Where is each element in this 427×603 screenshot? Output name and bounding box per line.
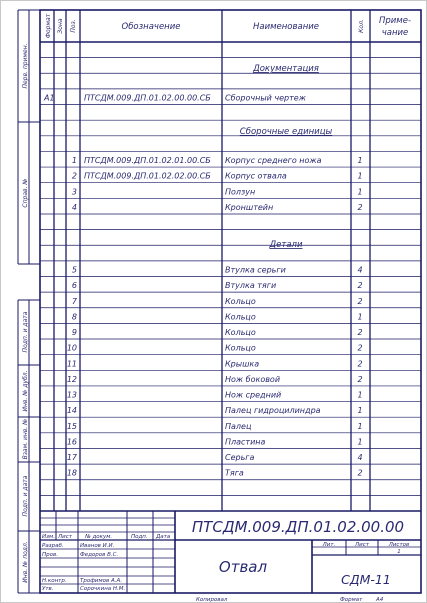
lit-label: Лит. (322, 542, 336, 548)
list-label: Лист (355, 542, 369, 548)
row-quantity: 1 (357, 171, 363, 181)
table-row (67, 344, 363, 353)
document-title: Отвал (218, 558, 268, 576)
row-position: 3 (71, 187, 77, 197)
table-header (45, 13, 411, 38)
header-zone: Зона (57, 18, 64, 34)
row-name: Нож средний (225, 390, 282, 400)
table-row (72, 172, 363, 181)
table-row (72, 312, 363, 321)
footer-format-label: Формат (340, 597, 363, 603)
row-position: 18 (66, 468, 77, 478)
row-quantity: 1 (357, 156, 363, 166)
nkontr-label: Н.контр. (42, 578, 67, 584)
row-name: Кольцо (225, 296, 256, 306)
col-izm: Изм. (42, 534, 55, 540)
header-qty: Кол. (358, 19, 365, 33)
row-position: 5 (71, 265, 77, 275)
col-data: Дата (156, 534, 171, 540)
row-name: Крышка (225, 359, 260, 369)
row-position: 12 (66, 374, 77, 384)
row-quantity: 2 (357, 296, 363, 306)
margin-vzam-inv: Взам. инв. № (22, 418, 29, 460)
table-row (67, 359, 363, 368)
table-row (72, 156, 363, 165)
table-row (67, 437, 363, 446)
header-designation: Обозначение (121, 22, 181, 32)
row-name: Втулка тяги (225, 281, 277, 291)
row-name: Палец гидроцилиндра (225, 406, 321, 416)
table-row (67, 469, 363, 478)
footer-copied: Копировал (196, 597, 228, 603)
row-position: 16 (66, 437, 77, 447)
table-row (67, 375, 363, 384)
table-row (43, 94, 307, 103)
row-position: 1 (71, 156, 77, 166)
row-quantity: 2 (357, 374, 363, 384)
col-list: Лист (58, 534, 72, 540)
utv-name: Сорочкина Н.М. (80, 586, 126, 592)
row-name: Кольцо (225, 328, 256, 338)
spec-table-grid (40, 10, 421, 511)
row-position: 17 (66, 453, 77, 463)
row-name: Сборочный чертеж (225, 93, 306, 103)
header-note-1: Приме- (378, 16, 412, 26)
col-doc: № докум. (85, 534, 113, 540)
razrab-label: Разраб. (42, 543, 64, 549)
row-name: Кольцо (225, 312, 256, 322)
row-designation: ПТСДМ.009.ДП.01.02.01.00.СБ (84, 156, 211, 166)
row-quantity: 2 (357, 328, 363, 338)
margin-podp-data-2: Подп. и дата (22, 475, 29, 517)
row-position: 4 (71, 202, 77, 212)
table-row (72, 266, 363, 275)
row-name: Нож боковой (225, 374, 281, 384)
row-quantity: 1 (357, 406, 363, 416)
table-row (67, 406, 363, 415)
section-documentation: Документация (253, 64, 319, 74)
row-format: A1 (44, 93, 55, 103)
row-designation: ПТСДМ.009.ДП.01.02.02.00.СБ (84, 171, 211, 181)
nkontr-name: Трофимов А.А. (80, 578, 123, 584)
listov-value: 1 (397, 549, 401, 555)
margin-podp-data-1: Подп. и дата (22, 311, 29, 353)
row-position: 14 (66, 406, 77, 416)
margin-labels (22, 43, 29, 582)
margin-inv-podl: Инв. № подл. (22, 541, 29, 583)
utv-label: Утв. (42, 586, 54, 592)
header-note-2: чание (381, 28, 409, 38)
header-format: Формат (45, 13, 52, 39)
header-pos: Поз. (70, 19, 77, 33)
row-name: Кронштейн (225, 202, 274, 212)
row-position: 10 (66, 343, 77, 353)
table-row (72, 281, 363, 290)
margin-perv-primen: Перв. примен. (22, 43, 29, 89)
section-details: Детали (269, 240, 303, 250)
row-quantity: 1 (357, 421, 363, 431)
table-row (72, 187, 363, 196)
row-quantity: 2 (357, 359, 363, 369)
document-code: ПТСДМ.009.ДП.01.02.00.00 (191, 518, 405, 536)
row-name: Ползун (225, 187, 256, 197)
row-position: 11 (66, 359, 77, 369)
row-quantity: 4 (357, 453, 363, 463)
footer-format-value: А4 (376, 597, 384, 603)
col-podp: Подп. (131, 534, 148, 540)
table-row (67, 391, 363, 400)
row-quantity: 4 (357, 265, 363, 275)
row-name: Кольцо (225, 343, 256, 353)
razrab-name: Иванов И.И. (80, 543, 115, 549)
row-name: Втулка серьги (225, 265, 286, 275)
row-quantity: 2 (357, 281, 363, 291)
section-assembly-units: Сборочные единицы (239, 127, 333, 137)
margin-inv-dubl: Инв. № дубл. (22, 370, 29, 412)
row-name: Палец (225, 421, 252, 431)
row-quantity: 2 (357, 343, 363, 353)
organization-code: СДМ-11 (341, 572, 391, 587)
table-row (72, 328, 363, 337)
row-name: Серьга (225, 453, 255, 463)
margin-sprav-no: Справ. № (22, 178, 29, 208)
row-quantity: 1 (357, 437, 363, 447)
row-quantity: 2 (357, 202, 363, 212)
table-row (72, 297, 363, 306)
row-position: 13 (66, 390, 77, 400)
row-quantity: 1 (357, 312, 363, 322)
listov-label: Листов (388, 542, 410, 548)
prov-label: Пров. (42, 552, 58, 558)
row-quantity: 2 (357, 468, 363, 478)
row-position: 9 (71, 328, 77, 338)
row-position: 6 (71, 281, 77, 291)
row-position: 2 (71, 171, 77, 181)
row-position: 7 (71, 296, 77, 306)
table-row (67, 422, 363, 431)
row-name: Тяга (225, 468, 244, 478)
row-name: Пластина (225, 437, 266, 447)
table-row (72, 203, 363, 212)
row-quantity: 1 (357, 187, 363, 197)
table-row (67, 453, 363, 462)
header-name: Наименование (252, 22, 320, 32)
row-position: 8 (71, 312, 77, 322)
page-border (1, 1, 427, 603)
row-name: Корпус отвала (225, 171, 287, 181)
row-designation: ПТСДМ.009.ДП.01.02.00.00.СБ (84, 93, 211, 103)
prov-name: Федоров В.С. (80, 552, 119, 558)
row-position: 15 (66, 421, 77, 431)
row-quantity: 1 (357, 390, 363, 400)
row-name: Корпус среднего ножа (225, 156, 322, 166)
